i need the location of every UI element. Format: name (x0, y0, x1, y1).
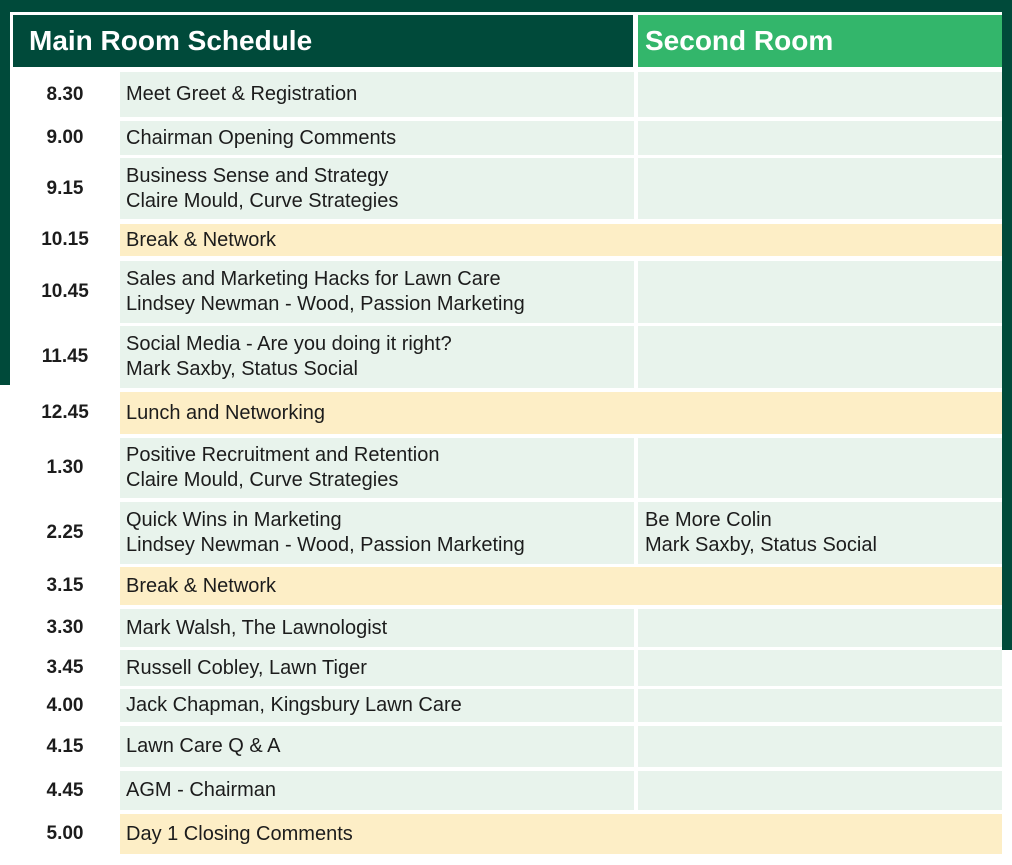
session-title: Russell Cobley, Lawn Tiger (126, 656, 367, 679)
time-label: 8.30 (46, 83, 84, 105)
time-label: 1.30 (46, 457, 84, 478)
time-label: 3.15 (46, 575, 84, 596)
session-title: Quick Wins in Marketing (126, 509, 342, 531)
schedule-row (0, 814, 1012, 854)
session-speaker: Lindsey Newman - Wood, Passion Marketing (126, 293, 525, 315)
time-label: 12.45 (41, 402, 89, 423)
main-room-cell (120, 261, 634, 323)
time-label: 3.45 (46, 657, 84, 678)
main-room-cell (120, 121, 634, 155)
schedule-row (0, 326, 1012, 388)
schedule-row (0, 392, 1012, 434)
time-label: 10.15 (41, 229, 89, 250)
session-title: Be More Colin (645, 509, 772, 531)
main-room-cell (120, 502, 634, 564)
second-room-cell (638, 689, 1002, 722)
time-label: 4.00 (46, 694, 84, 716)
schedule-row (0, 121, 1012, 155)
session-speaker: Lindsey Newman - Wood, Passion Marketing (126, 534, 525, 556)
session-title: Meet Greet & Registration (126, 83, 358, 105)
session-title: Social Media - Are you doing it right? (126, 333, 452, 355)
schedule-row (0, 502, 1012, 564)
main-room-cell (120, 771, 634, 810)
break-cell (120, 392, 1002, 434)
main-room-cell (120, 438, 634, 498)
schedule-row (0, 438, 1012, 498)
session-title: Positive Recruitment and Retention (126, 444, 440, 466)
main-room-cell (120, 689, 634, 722)
break-label: Break & Network (126, 228, 277, 251)
second-room-cell (638, 650, 1002, 686)
session-title: AGM - Chairman (126, 779, 277, 801)
schedule-row (0, 158, 1012, 219)
session-speaker: Claire Mould, Curve Strategies (126, 189, 399, 212)
second-room-cell (638, 771, 1002, 810)
schedule-row (0, 771, 1012, 810)
second-room-header: Second Room (638, 15, 1002, 67)
schedule-row (0, 567, 1012, 605)
second-room-cell (638, 326, 1002, 388)
main-room-cell (120, 726, 634, 767)
session-speaker: Claire Mould, Curve Strategies (126, 469, 399, 491)
break-cell (120, 567, 1002, 605)
second-room-cell (638, 121, 1002, 155)
second-room-cell (638, 261, 1002, 323)
break-label: Day 1 Closing Comments (126, 822, 353, 845)
time-label: 9.15 (46, 177, 84, 199)
break-label: Break & Network (126, 574, 277, 597)
time-label: 10.45 (41, 281, 89, 302)
session-speaker: Mark Saxby, Status Social (645, 534, 877, 556)
main-room-cell (120, 650, 634, 686)
break-label: Lunch and Networking (126, 401, 326, 424)
second-room-cell (638, 438, 1002, 498)
schedule-row (0, 72, 1012, 117)
second-room-cell (638, 609, 1002, 647)
schedule-row (0, 609, 1012, 647)
schedule-row (0, 650, 1012, 686)
break-cell (120, 814, 1002, 854)
second-room-cell (638, 726, 1002, 767)
session-title: Lawn Care Q & A (126, 735, 281, 757)
top-band (0, 0, 1012, 12)
session-title: Mark Walsh, The Lawnologist (126, 616, 388, 639)
session-title: Business Sense and Strategy (126, 164, 389, 187)
session-title: Chairman Opening Comments (126, 126, 397, 149)
break-cell (120, 224, 1002, 256)
second-room-cell (638, 72, 1002, 117)
schedule-row (0, 726, 1012, 767)
time-label: 9.00 (46, 127, 84, 148)
second-room-cell (638, 502, 1002, 564)
main-room-header: Main Room Schedule (13, 15, 633, 67)
session-title: Jack Chapman, Kingsbury Lawn Care (126, 694, 462, 716)
session-speaker: Mark Saxby, Status Social (126, 358, 358, 380)
time-label: 4.15 (46, 735, 84, 757)
time-label: 4.45 (46, 779, 84, 801)
time-label: 5.00 (46, 823, 84, 844)
session-title: Sales and Marketing Hacks for Lawn Care (126, 268, 501, 290)
time-label: 11.45 (41, 346, 89, 367)
schedule-row (0, 224, 1012, 256)
second-room-cell (638, 158, 1002, 219)
time-label: 3.30 (46, 617, 84, 638)
main-room-cell (120, 326, 634, 388)
main-room-cell (120, 72, 634, 117)
time-label: 2.25 (46, 522, 84, 543)
schedule-row (0, 261, 1012, 323)
main-room-cell (120, 158, 634, 219)
schedule-row (0, 689, 1012, 722)
main-room-cell (120, 609, 634, 647)
